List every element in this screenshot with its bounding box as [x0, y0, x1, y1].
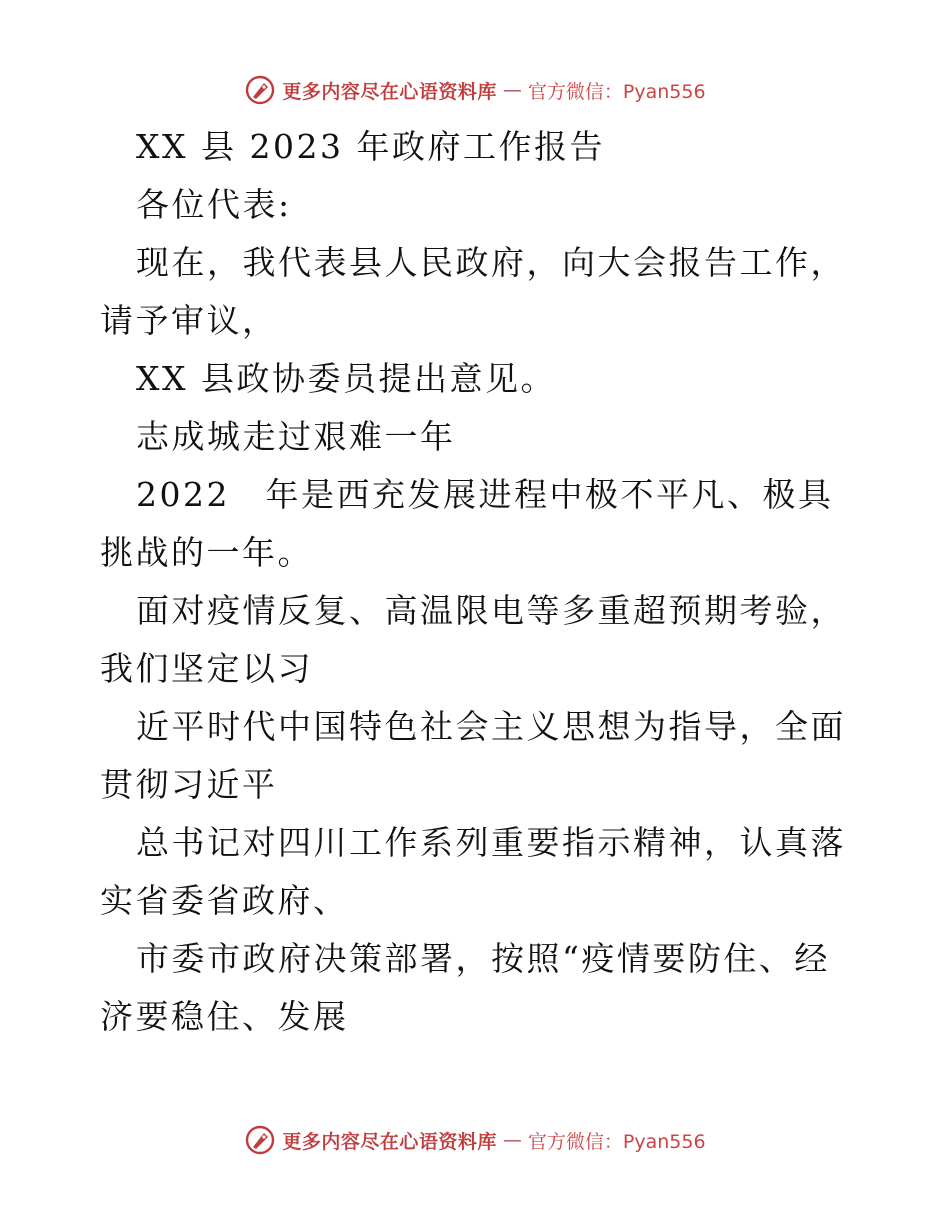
pen-nib-icon	[244, 74, 276, 106]
paragraph: 近平时代中国特色社会主义思想为指导，全面贯彻习近平	[100, 707, 846, 804]
paragraph: 市委市政府决策部署，按照“疫情要防住、经济要稳住、发展	[100, 939, 830, 1036]
watermark-contact: 官方微信：Pyan556	[527, 1130, 706, 1153]
document-title: XX 县 2023 年政府工作报告	[136, 127, 605, 166]
paragraph: 总书记对四川工作系列重要指示精神，认真落实省委省政府、	[100, 823, 846, 920]
watermark-brand: 更多内容尽在心语资料库	[282, 1130, 497, 1153]
paragraph: 2022 年是西充发展进程中极不平凡、极具挑战的一年。	[100, 475, 834, 572]
paragraph: 各位代表:	[136, 185, 292, 224]
watermark-brand: 更多内容尽在心语资料库	[282, 80, 497, 103]
paragraph: 面对疫情反复、高温限电等多重超预期考验，我们坚定以习	[100, 591, 846, 688]
paragraph: 现在，我代表县人民政府，向大会报告工作，请予审议，	[100, 243, 846, 340]
paragraph: 志成城走过艰难一年	[136, 417, 456, 456]
watermark-separator: —	[502, 79, 522, 101]
watermark-separator: —	[502, 1129, 522, 1151]
document-body	[100, 118, 852, 1046]
watermark-contact: 官方微信：Pyan556	[527, 80, 706, 103]
paragraph: XX 县政协委员提出意见。	[136, 359, 556, 398]
pen-nib-icon	[244, 1124, 276, 1156]
header-watermark	[0, 74, 950, 106]
footer-watermark	[0, 1124, 950, 1156]
